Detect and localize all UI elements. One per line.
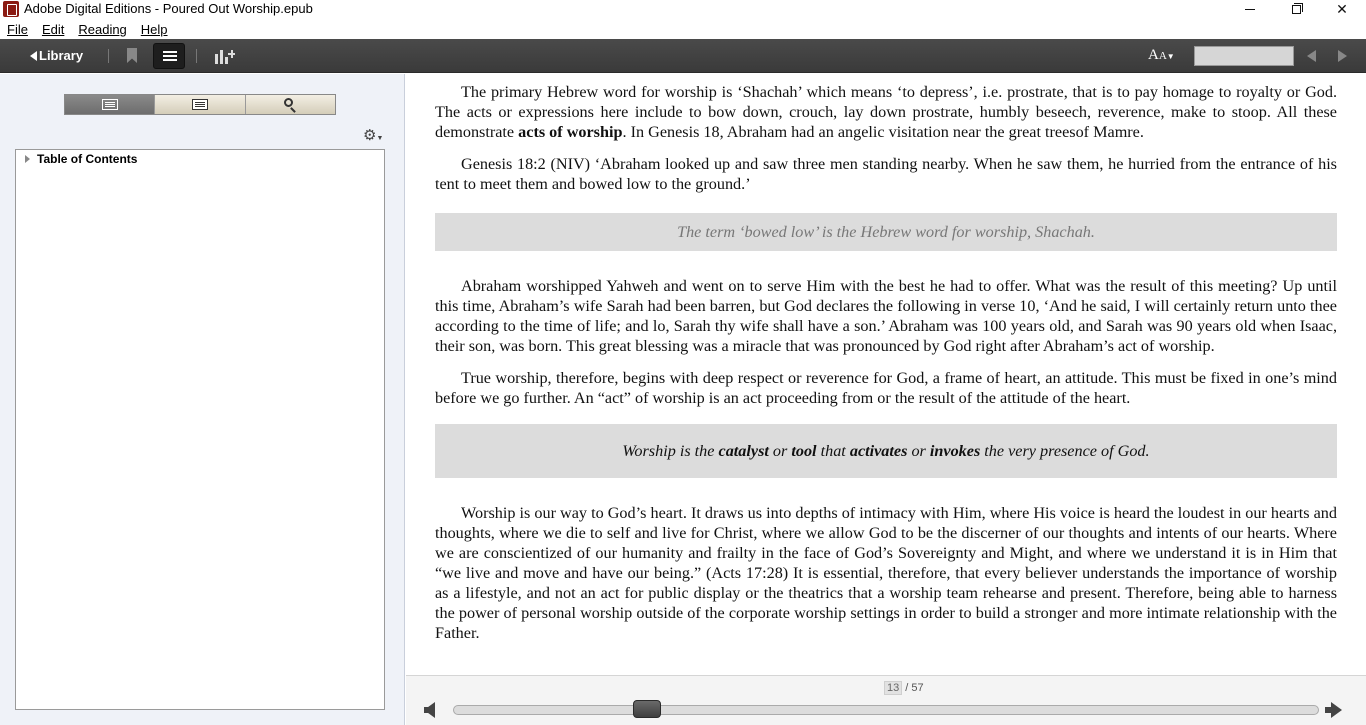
bookmark-icon[interactable] (127, 48, 137, 63)
tab-search[interactable] (246, 95, 335, 114)
callout-text: the very presence of God. (980, 442, 1150, 460)
current-page-field[interactable]: 13 (884, 681, 902, 695)
close-icon: ✕ (1336, 1, 1348, 17)
paragraph-text: The primary Hebrew word for worship is ‘Shachah’ which means ‘to depress’, i.e. prostrate, that is to pay homage to royalty or God. The acts or expressions here include to bow down, crouch, lay down prostrate, humbly beseech, reverence, make to stoop. All these demonstrate (435, 83, 1337, 141)
menu-file[interactable]: File (7, 21, 28, 37)
page-indicator (884, 681, 924, 695)
total-pages: 57 (911, 682, 924, 694)
previous-result-icon[interactable] (1307, 50, 1316, 62)
paragraph: True worship, therefore, begins with deep respect or reverence for God, a frame of heart, an attitude. This must be fixed in one’s mind before we go further. An “act” of worship is an act proceeding from or the result of the attitude of the heart. (435, 369, 1337, 407)
paragraph: Abraham worshipped Yahweh and went on to serve Him with the best he had to offer. What was the result of this meeting? Up until this time, Abraham’s wife Sarah had been barren, but God declares the following in verse 10, ‘And he said, I will certainly return unto thee according to the time of life; and lo, Sarah thy wife shall have a son.’ Abraham was 100 years old, and Sarah was 90 years old when Isaac, their son, was born. This great blessing was a miracle that was pronounced by God right after Abraham’s act of worship. (435, 277, 1337, 355)
restore-button[interactable] (1273, 0, 1319, 19)
toc-item-table-of-contents[interactable]: Table of Contents (37, 152, 138, 166)
page-slider-thumb[interactable] (633, 700, 661, 718)
callout-bold: tool (791, 442, 817, 460)
previous-page-icon[interactable] (424, 702, 435, 718)
font-size-large-label: A (1148, 47, 1159, 63)
library-label: Library (39, 48, 84, 63)
toolbar (0, 39, 1366, 73)
title-bar (0, 0, 1366, 19)
toc-tree (15, 149, 385, 710)
bold-text: acts of worship (518, 123, 623, 141)
page-slider-track[interactable] (453, 705, 1319, 715)
restore-icon (1292, 5, 1301, 14)
gear-icon: ⚙ (363, 127, 377, 144)
next-page-icon[interactable] (1331, 702, 1342, 718)
toc-view-icon (102, 99, 118, 110)
callout-quote: The term ‘bowed low’ is the Hebrew word for worship, Shachah. (435, 213, 1337, 251)
paragraph (435, 82, 1337, 142)
panel-settings-button[interactable] (363, 128, 383, 143)
paragraph: Worship is our way to God’s heart. It draws us into depths of intimacy with Him, where His voice is heard the loudest in our hearts and thoughts, where we die to self and live for Christ, where we allow God to be the discerner of our thoughts and intents of our hearts. Where we are conscientized of our humanity and frailty in the face of God’s Sovereignty and Might, and where we understand it is in Him that “we live and move and have our being.” (Acts 17:28) It is essential, therefore, that every believer understands the importance of worship as a lifestyle, and not an act for public display or the theatrics that a worship team rehearse and present. Therefore, being able to harness the power of personal worship outside of the corporate worship settings in order to build a stronger and more intimate relationship with the Father. (435, 504, 1337, 642)
chevron-down-icon: ▼ (376, 135, 384, 142)
navigation-panel (0, 74, 405, 725)
panel-view-tabs (64, 94, 336, 115)
menu-reading[interactable]: Reading (78, 21, 127, 37)
callout-text: or (768, 442, 792, 460)
tab-table-of-contents[interactable] (65, 95, 155, 114)
font-size-button[interactable] (1148, 47, 1175, 64)
app-logo-icon (3, 1, 19, 17)
callout-text: that (816, 442, 850, 460)
library-button[interactable] (30, 48, 83, 63)
add-stats-icon[interactable] (215, 48, 235, 64)
page-navigation-bar (406, 675, 1366, 725)
book-content (435, 82, 1337, 655)
minimize-icon (1245, 9, 1255, 10)
menu-help[interactable]: Help (140, 21, 168, 37)
next-result-icon[interactable] (1338, 50, 1347, 62)
callout-bold: activates (849, 442, 908, 460)
search-input[interactable] (1194, 46, 1294, 66)
tab-bookmarks[interactable] (155, 95, 245, 114)
close-button[interactable] (1319, 0, 1365, 19)
menu-bar (0, 19, 1366, 39)
callout-text: or (907, 442, 930, 460)
toolbar-divider (108, 49, 109, 63)
callout-bold: invokes (929, 442, 981, 460)
back-arrow-icon (30, 51, 37, 61)
menu-edit[interactable]: Edit (41, 21, 65, 37)
minimize-button[interactable] (1227, 0, 1273, 19)
callout-bold: catalyst (718, 442, 769, 460)
paragraph-text: . In Genesis 18, Abraham had an angelic visitation near the great treesof Mamre. (622, 123, 1144, 141)
expand-triangle-icon[interactable] (25, 155, 30, 163)
paragraph: Genesis 18:2 (NIV) ‘Abraham looked up and saw three men standing nearby. When he saw them, he hurried from the entrance of his tent to meet them and bowed low to the ground.’ (435, 155, 1337, 193)
page-separator: / (902, 682, 912, 694)
toolbar-divider (196, 49, 197, 63)
callout-text: Worship is the (622, 442, 719, 460)
window-title: Adobe Digital Editions - Poured Out Worship.epub (24, 1, 313, 16)
search-icon (284, 98, 293, 107)
bookmarks-view-icon (192, 99, 208, 110)
reading-pane (406, 74, 1366, 675)
font-size-small-label: A (1158, 50, 1167, 62)
chevron-down-icon: ▼ (1166, 52, 1175, 61)
toc-toggle-button[interactable] (153, 43, 185, 69)
callout-emphasis (435, 424, 1337, 478)
